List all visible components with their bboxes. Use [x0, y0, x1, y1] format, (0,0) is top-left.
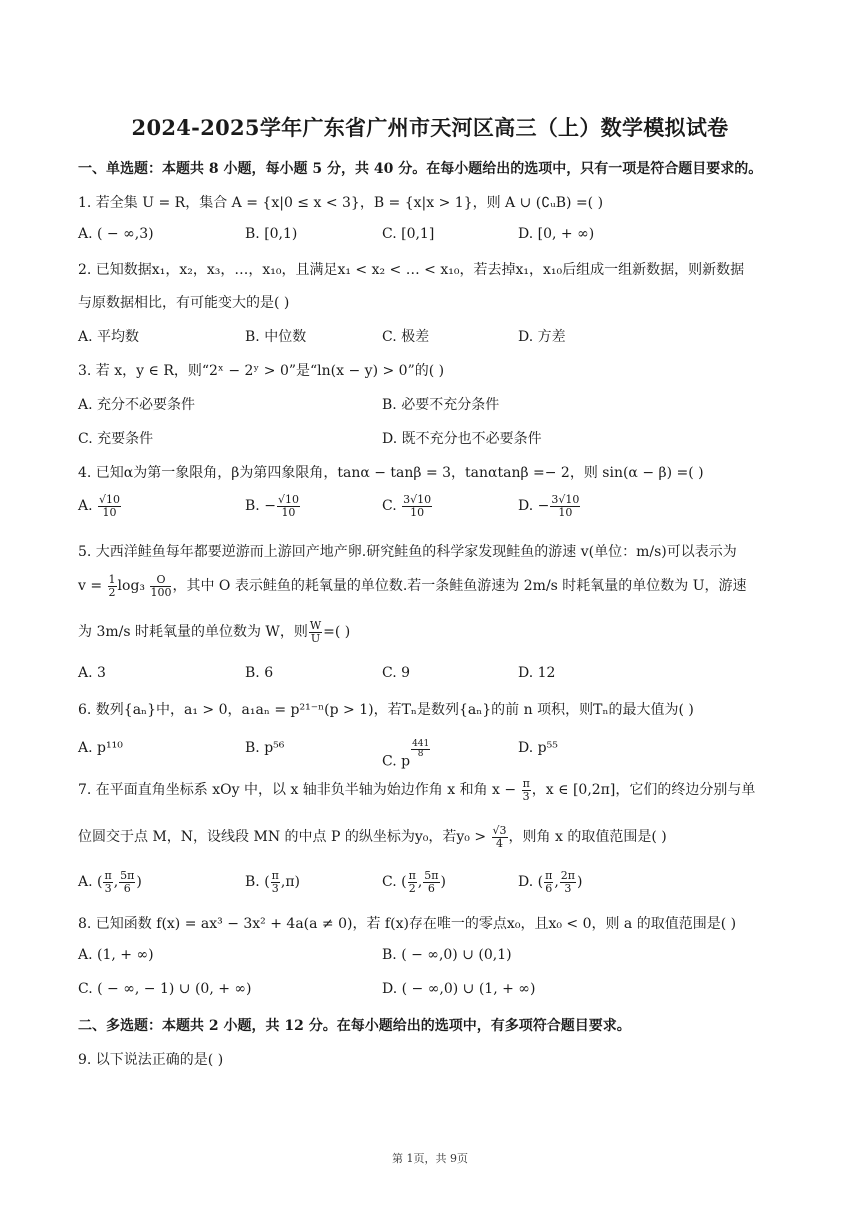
- fraction-numerator: 1: [108, 573, 116, 586]
- option-label: C. (: [382, 874, 407, 891]
- question-2-stem-line-1: 2. 已知数据x₁，x₂，x₃，…，x₁₀，且满足x₁ < x₂ < … < x₁₀，若去掉x₁，x₁₀后组成一组新数据，则新数据: [78, 262, 745, 278]
- fraction-numerator: π: [545, 869, 553, 882]
- fraction-denominator: 3: [564, 881, 572, 895]
- stem-text: ，其中 O 表示鲑鱼的耗氧量的单位数.若一条鲑鱼游速为 2m/s 时耗氧量的单位数为 U，游速: [172, 578, 747, 595]
- q7-option-a: A. ( $\frac{\pi}{3}$ , $\frac{5\pi}{6}$ ): [78, 869, 142, 895]
- q8-option-a: A. (1, + ∞): [78, 947, 154, 963]
- question-1-stem: 1. 若全集 U = R，集合 A = {x|0 ≤ x < 3}，B = {x|x > 1}，则 A ∪ (∁ᵤB) =( ): [78, 195, 604, 211]
- q1-option-d: D. [0, + ∞): [518, 226, 595, 242]
- q6-option-c: [382, 740, 431, 769]
- fraction-denominator: 10: [558, 505, 573, 519]
- fraction-numerator: 3√10: [551, 493, 580, 506]
- option-tail: ): [577, 874, 583, 891]
- fraction-numerator: √10: [99, 493, 121, 506]
- q4-option-a-fraction: [98, 494, 121, 518]
- page-title: 2024-2025学年广东省广州市天河区高三（上）数学模拟试卷: [131, 115, 729, 140]
- q4-option-d-fraction: [550, 494, 580, 518]
- q2-option-b: B. 中位数: [245, 329, 307, 345]
- fraction: [544, 870, 553, 894]
- q6-option-b: B. p⁵⁶: [245, 740, 285, 756]
- fraction-denominator: 3: [271, 881, 279, 895]
- fraction-denominator: 3: [104, 881, 112, 895]
- question-8-stem: 8. 已知函数 f(x) = ax³ − 3x² + 4a(a ≠ 0)，若 f(x)存在唯一的零点x₀，且x₀ < 0，则 a 的取值范围是( ): [78, 916, 737, 932]
- option-tail: ): [136, 874, 142, 891]
- q5-option-a: A. 3: [78, 665, 106, 681]
- fraction-o-over-100: [150, 574, 171, 598]
- option-label: B. (: [245, 874, 270, 891]
- fraction: [119, 870, 135, 894]
- fraction-numerator: π: [522, 777, 530, 790]
- q4-option-c-fraction: [402, 494, 432, 518]
- question-5-stem-line-1: 5. 大西洋鲑鱼每年都要逆游而上游回产地产卵.研究鲑鱼的科学家发现鲑鱼的游速 v(单位：m/s)可以表示为: [78, 544, 737, 560]
- q4-option-b-label: B.: [245, 498, 260, 515]
- fraction: [560, 870, 576, 894]
- option-text: C. p: [382, 753, 411, 770]
- fraction-denominator: 6: [545, 881, 553, 895]
- question-2-stem-line-2: 与原数据相比，有可能变大的是( ): [78, 295, 290, 311]
- stem-text: 为 3m/s 时耗氧量的单位数为 W，则: [78, 624, 308, 641]
- fraction-numerator: 5π: [120, 869, 135, 882]
- fraction-numerator: π: [271, 869, 279, 882]
- page-footer: 第 1页，共 9页: [392, 1152, 468, 1165]
- q1-option-b: B. [0,1): [245, 226, 298, 242]
- section-heading-multiple-choice: 二、多选题：本题共 2 小题，共 12 分。在每小题给出的选项中，有多项符合题目要求。: [78, 1018, 631, 1034]
- q4-option-c: [382, 494, 433, 518]
- exponent-fraction: [411, 740, 430, 760]
- q4-option-b-sign: −: [264, 498, 276, 515]
- q3-option-a: A. 充分不必要条件: [78, 397, 196, 413]
- q6-option-a: A. p¹¹⁰: [78, 740, 123, 756]
- fraction-denominator: 10: [410, 505, 425, 519]
- stem-text: ，则角 x 的取值范围是( ): [508, 829, 667, 846]
- fraction-w-over-u: [309, 620, 322, 644]
- fraction-denominator: 6: [427, 881, 435, 895]
- stem-text: 位圆交于点 M，N，设线段 MN 的中点 P 的纵坐标为y₀，若y₀ >: [78, 829, 487, 846]
- q2-option-a: A. 平均数: [78, 329, 140, 345]
- fraction-denominator: 4: [496, 836, 504, 850]
- fraction-denominator: 10: [281, 505, 296, 519]
- fraction-numerator: π: [104, 869, 112, 882]
- fraction-pi-over-3: [522, 778, 531, 802]
- fraction: [271, 870, 280, 894]
- q3-option-c: C. 充要条件: [78, 431, 154, 447]
- fraction-numerator: O: [150, 574, 171, 587]
- q4-option-b-fraction: [277, 494, 300, 518]
- question-4-stem: 4. 已知α为第一象限角，β为第四象限角，tanα − tanβ = 3，tanαtanβ =− 2，则 sin(α − β) =( ): [78, 465, 704, 481]
- fraction-denominator: 2: [408, 881, 416, 895]
- question-7-stem-line-2: [78, 825, 667, 849]
- section-heading-single-choice: 一、单选题：本题共 8 小题，每小题 5 分，共 40 分。在每小题给出的选项中，只有一项是符合题目要求的。: [78, 161, 763, 177]
- q2-option-c: C. 极差: [382, 329, 430, 345]
- q7-option-d: D. ( $\frac{\pi}{6}$ , $\frac{2\pi}{3}$ ): [518, 869, 583, 895]
- q8-option-c: C. ( − ∞, − 1) ∪ (0, + ∞): [78, 981, 252, 997]
- q4-option-b: [245, 494, 301, 518]
- fraction-numerator: 5π: [424, 869, 439, 882]
- fraction: [423, 870, 439, 894]
- formula-text: v =: [78, 578, 103, 595]
- fraction-numerator: π: [408, 869, 416, 882]
- q8-option-d: D. ( − ∞,0) ∪ (1, + ∞): [382, 981, 536, 997]
- fraction-numerator: √3: [492, 824, 507, 837]
- q3-option-b: B. 必要不充分条件: [382, 397, 500, 413]
- q3-option-d: D. 既不充分也不必要条件: [382, 431, 542, 447]
- fraction-denominator: 100: [150, 585, 172, 599]
- question-5-stem-line-3: [78, 620, 350, 644]
- question-7-stem-line-1: [78, 778, 755, 802]
- q7-option-b: [245, 870, 300, 894]
- option-tail: ,π): [280, 874, 301, 891]
- fraction-numerator: 441: [412, 739, 430, 749]
- fraction-denominator: 10: [102, 505, 117, 519]
- fraction: [103, 870, 112, 894]
- fraction: [408, 870, 417, 894]
- q4-option-c-label: C.: [382, 498, 397, 515]
- q4-option-d: [518, 494, 581, 518]
- fraction-numerator: 2π: [560, 869, 576, 882]
- q5-option-b: B. 6: [245, 665, 274, 681]
- fraction-denominator: 6: [123, 881, 131, 895]
- fraction-denominator: 3: [522, 789, 530, 803]
- q5-option-d: D. 12: [518, 665, 556, 681]
- fraction-denominator: U: [310, 631, 321, 645]
- q4-option-d-sign: −: [537, 498, 550, 515]
- option-tail: ): [440, 874, 446, 891]
- stem-text: =( ): [323, 624, 351, 641]
- formula-log: log₃: [117, 578, 146, 595]
- option-label: A. (: [78, 874, 103, 891]
- question-5-stem-line-2: [78, 574, 747, 598]
- q4-option-a: [78, 494, 122, 518]
- fraction-denominator: 2: [108, 585, 116, 599]
- fraction-denominator: 8: [417, 749, 424, 760]
- question-3-stem: 3. 若 x，y ∈ R，则“2ˣ − 2ʸ > 0”是“ln(x − y) > 0”的( ): [78, 363, 445, 379]
- q5-option-c: C. 9: [382, 665, 411, 681]
- question-9-stem: 9. 以下说法正确的是( ): [78, 1052, 224, 1068]
- fraction-sqrt3-over-4: [492, 825, 508, 849]
- q6-option-d: D. p⁵⁵: [518, 740, 558, 756]
- stem-text: ，x ∈ [0,2π]，它们的终边分别与单: [531, 782, 756, 799]
- q4-option-d-label: D.: [518, 498, 534, 515]
- fraction-numerator: 3√10: [403, 493, 432, 506]
- option-label: D. (: [518, 874, 544, 891]
- stem-text: 7. 在平面直角坐标系 xOy 中，以 x 轴非负半轴为始边作角 x 和角 x −: [78, 782, 517, 799]
- q1-option-a: A. ( − ∞,3): [78, 226, 154, 242]
- q4-option-a-label: A.: [78, 498, 93, 515]
- q8-option-b: B. ( − ∞,0) ∪ (0,1): [382, 947, 512, 963]
- question-6-stem: 6. 数列{aₙ}中，a₁ > 0，a₁aₙ = p²¹⁻ⁿ(p > 1)，若Tₙ是数列{aₙ}的前 n 项积，则Tₙ的最大值为( ): [78, 702, 694, 718]
- fraction-numerator: √10: [277, 493, 299, 506]
- fraction-one-half: [108, 574, 117, 598]
- fraction-numerator: W: [309, 619, 322, 632]
- q1-option-c: C. [0,1]: [382, 226, 435, 242]
- q2-option-d: D. 方差: [518, 329, 566, 345]
- q7-option-c: C. ( $\frac{\pi}{2}$ , $\frac{5\pi}{6}$ ): [382, 869, 446, 895]
